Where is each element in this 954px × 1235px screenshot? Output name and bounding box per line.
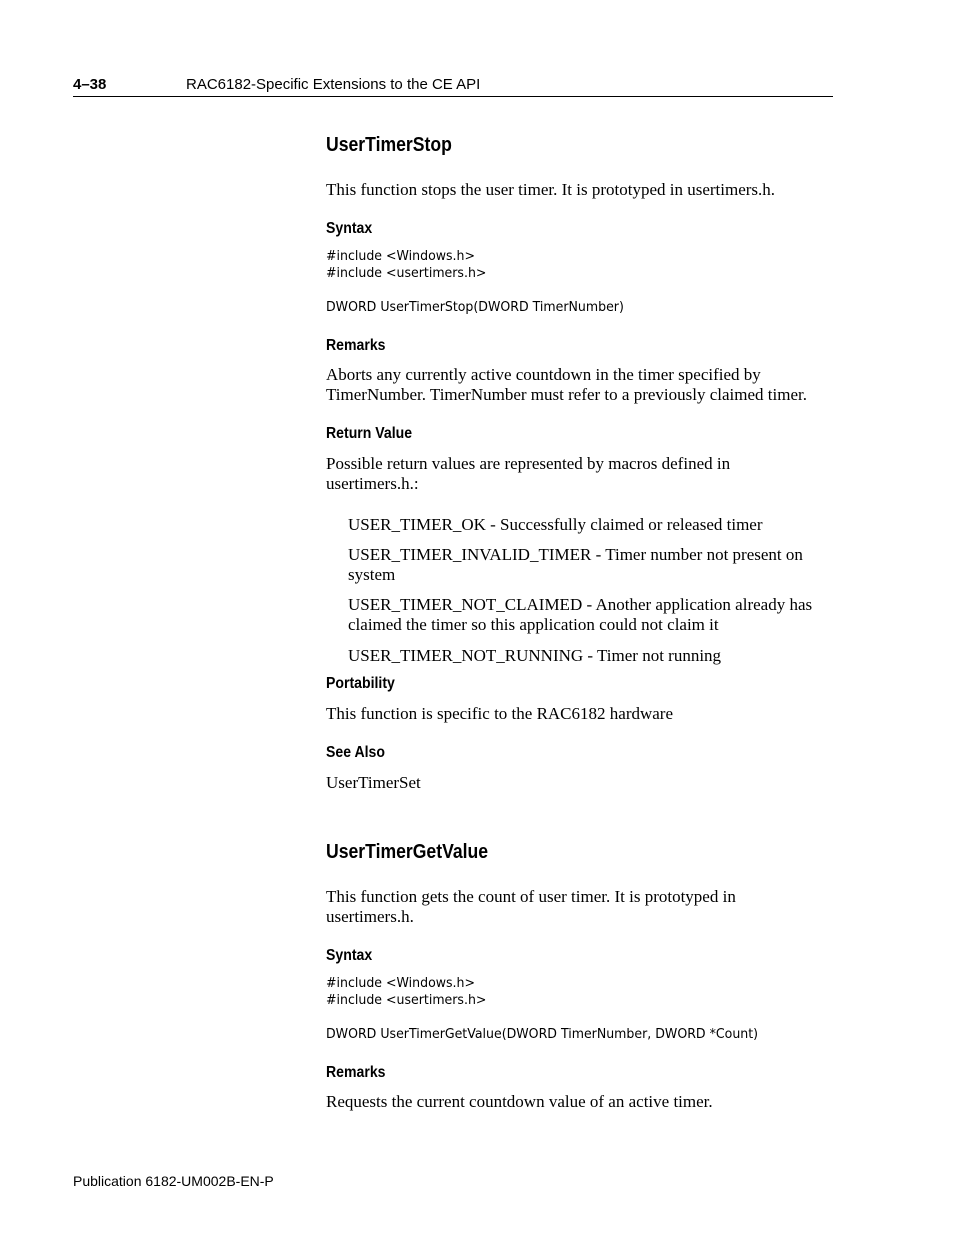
section2-prototype: DWORD UserTimerGetValue(DWORD TimerNumber, DWORD *Count): [326, 1026, 759, 1042]
section1-see-also: UserTimerSet: [326, 773, 421, 792]
return-value-item: USER_TIMER_INVALID_TIMER - Timer number not present on system: [348, 545, 803, 584]
page-number: 4–38: [73, 76, 107, 93]
section1-see-also-heading: See Also: [326, 744, 385, 761]
section2-include-windows: #include <Windows.h>: [326, 975, 476, 991]
running-header: [73, 74, 833, 97]
section1-portability-heading: Portability: [326, 675, 395, 692]
section1-prototype: DWORD UserTimerStop(DWORD TimerNumber): [326, 299, 624, 315]
section2-syntax-heading: Syntax: [326, 947, 373, 964]
section-title-usertimerstop: UserTimerStop: [326, 134, 452, 156]
section1-return-heading: Return Value: [326, 425, 413, 442]
chapter-title: RAC6182-Specific Extensions to the CE API: [186, 76, 481, 93]
section-title-usertimergetvalue: UserTimerGetValue: [326, 841, 489, 863]
section1-portability: This function is specific to the RAC6182 hardware: [326, 704, 674, 723]
return-value-item: USER_TIMER_OK - Successfully claimed or released timer: [348, 515, 763, 534]
section1-remarks: Aborts any currently active countdown in the timer specified by TimerNumber. TimerNumber must refer to a previously claimed timer.: [326, 365, 807, 404]
section1-syntax-heading: Syntax: [326, 220, 373, 237]
section1-return-text: Possible return values are represented by macros defined in usertimers.h.:: [326, 454, 731, 493]
section2-include-usertimers: #include <usertimers.h>: [326, 992, 487, 1008]
section1-intro: This function stops the user timer. It is prototyped in usertimers.h.: [326, 180, 776, 199]
publication-footer: Publication 6182-UM002B-EN-P: [73, 1173, 274, 1189]
section1-include-windows: #include <Windows.h>: [326, 248, 476, 264]
return-value-item: USER_TIMER_NOT_CLAIMED - Another application already has claimed the timer so this application could not claim it: [348, 595, 813, 634]
section2-remarks: Requests the current countdown value of an active timer.: [326, 1092, 713, 1111]
return-value-item: USER_TIMER_NOT_RUNNING - Timer not running: [348, 646, 722, 665]
section2-intro: This function gets the count of user timer. It is prototyped in usertimers.h.: [326, 887, 736, 926]
section2-remarks-heading: Remarks: [326, 1064, 386, 1081]
section1-remarks-heading: Remarks: [326, 337, 386, 354]
section1-include-usertimers: #include <usertimers.h>: [326, 265, 487, 281]
